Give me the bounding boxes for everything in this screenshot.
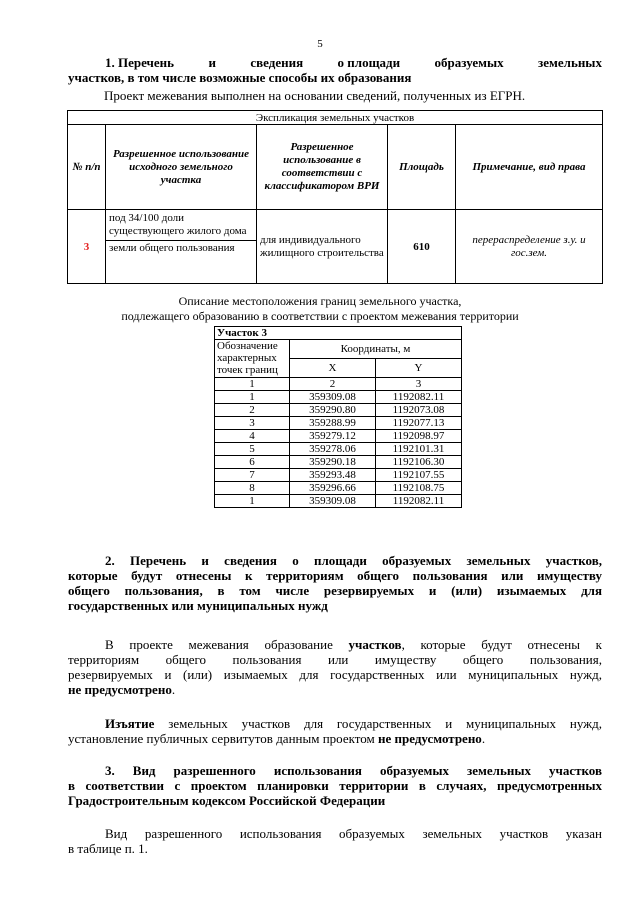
header-num: № п/п [68, 125, 106, 210]
heading-word: земельных [538, 55, 602, 70]
s2p2-line1: Изъятие земельных участков для государственных и муниципальных нужд, [105, 716, 602, 731]
point-number: 3 [215, 417, 290, 430]
row-note: перераспределение з.у. и гос.зем. [456, 210, 603, 284]
point-y: 1192077.13 [376, 417, 462, 430]
section2-paragraph1 [68, 637, 602, 697]
col-num-1: 1 [215, 378, 290, 391]
col-num-2: 2 [290, 378, 376, 391]
section2-heading-line: 2. Перечень и сведения о площади образуемых земельных участков, [105, 553, 602, 568]
row-area: 610 [388, 210, 456, 284]
table-row [215, 495, 462, 508]
section1-heading [68, 55, 602, 85]
section2-heading-line: которые будут отнесены к территориям общего пользования или имуществу [68, 568, 602, 583]
point-x: 359296.66 [290, 482, 376, 495]
heading-word: 1. Перечень [105, 55, 175, 70]
header-source-use: Разрешенное использование исходного земельного участка [106, 125, 257, 210]
section3-paragraph [68, 826, 602, 856]
col-point-header: Обозначение характерных точек границ [215, 340, 290, 378]
point-x: 359278.06 [290, 443, 376, 456]
section3-heading-line: 3. Вид разрешенного использования образуемых земельных участков [105, 763, 602, 778]
point-y: 1192082.11 [376, 495, 462, 508]
source-use-a: под 34/100 доли существующего жилого дома [106, 210, 256, 241]
point-number: 6 [215, 456, 290, 469]
point-y: 1192107.55 [376, 469, 462, 482]
col-num-3: 3 [376, 378, 462, 391]
section3-heading-line: в соответствии с проектом планировки территории в случаях, предусмотренных [68, 778, 602, 793]
point-y: 1192082.11 [376, 391, 462, 404]
explication-title: Экспликация земельных участков [68, 111, 603, 125]
table-row [215, 482, 462, 495]
point-x: 359309.08 [290, 495, 376, 508]
section2-heading-line: государственных или муниципальных нужд [68, 598, 328, 613]
heading-word: о площади [337, 55, 401, 70]
s2p1-line2: территориям общего пользования или имуществу общего пользования, [68, 652, 602, 667]
section3-heading [68, 763, 602, 808]
point-x: 359290.80 [290, 404, 376, 417]
table-row [215, 443, 462, 456]
s3p-line1: Вид разрешенного использования образуемых земельных участков указан [105, 826, 602, 841]
row-source-use [106, 210, 257, 284]
table-row [215, 469, 462, 482]
table-row [215, 417, 462, 430]
s2p1-line4: не предусмотрено. [68, 682, 176, 697]
header-classifier-use: Разрешенное использование в соответствии с классификатором ВРИ [257, 125, 388, 210]
point-number: 2 [215, 404, 290, 417]
point-number: 1 [215, 391, 290, 404]
header-area: Площадь [388, 125, 456, 210]
point-number: 5 [215, 443, 290, 456]
point-y: 1192108.75 [376, 482, 462, 495]
point-x: 359293.48 [290, 469, 376, 482]
section1-heading-line1 [68, 55, 602, 70]
s2p1-line3: резервируемых и (или) изымаемых для государственных или муниципальных нужд, [68, 667, 602, 682]
s2p2-line2: установление публичных сервитутов данным проектом не предусмотрено. [68, 731, 486, 746]
heading-word: и [208, 55, 216, 70]
col-x-header: X [290, 359, 376, 378]
row-classifier-use: для индивидуального жилищного строительства [257, 210, 388, 284]
section1-heading-line2: участков, в том числе возможные способы их образования [68, 70, 412, 85]
section2-heading-line: общего пользования, в том числе резервируемых и (или) изымаемых для [68, 583, 602, 598]
section3-heading-line: Градостроительным кодексом Российской Федерации [68, 793, 386, 808]
heading-word: образуемых [434, 55, 504, 70]
table-row [215, 430, 462, 443]
table-row [215, 456, 462, 469]
point-y: 1192098.97 [376, 430, 462, 443]
row-num: 3 [68, 210, 106, 284]
heading-word: сведения [250, 55, 304, 70]
col-coords-header: Координаты, м [290, 340, 462, 359]
point-x: 359290.18 [290, 456, 376, 469]
col-y-header: Y [376, 359, 462, 378]
s2p1-line1: В проекте межевания образование участков, которые будут отнесены к [105, 637, 602, 652]
point-number: 7 [215, 469, 290, 482]
table-row [215, 404, 462, 417]
point-number: 8 [215, 482, 290, 495]
table-row [68, 210, 603, 284]
section1-intro: Проект межевания выполнен на основании сведений, полученных из ЕГРН. [104, 88, 526, 103]
page-number: 5 [317, 38, 323, 50]
point-y: 1192073.08 [376, 404, 462, 417]
explication-table [67, 110, 603, 284]
point-y: 1192106.30 [376, 456, 462, 469]
header-note: Примечание, вид права [456, 125, 603, 210]
coordinates-table [214, 326, 462, 508]
section2-paragraph2 [68, 716, 602, 746]
plot-label: Участок 3 [215, 327, 462, 340]
boundary-desc-line2: подлежащего образованию в соответствии с проектом межевания территории [121, 309, 519, 323]
point-x: 359279.12 [290, 430, 376, 443]
table-row [215, 391, 462, 404]
source-use-b: земли общего пользования [109, 242, 235, 254]
section2-heading [68, 553, 602, 613]
point-number: 1 [215, 495, 290, 508]
s3p-line2: в таблице п. 1. [68, 841, 148, 856]
point-number: 4 [215, 430, 290, 443]
coordinate-rows [215, 391, 462, 508]
point-x: 359309.08 [290, 391, 376, 404]
boundary-desc-line1: Описание местоположения границ земельного участка, [178, 294, 462, 308]
point-y: 1192101.31 [376, 443, 462, 456]
point-x: 359288.99 [290, 417, 376, 430]
